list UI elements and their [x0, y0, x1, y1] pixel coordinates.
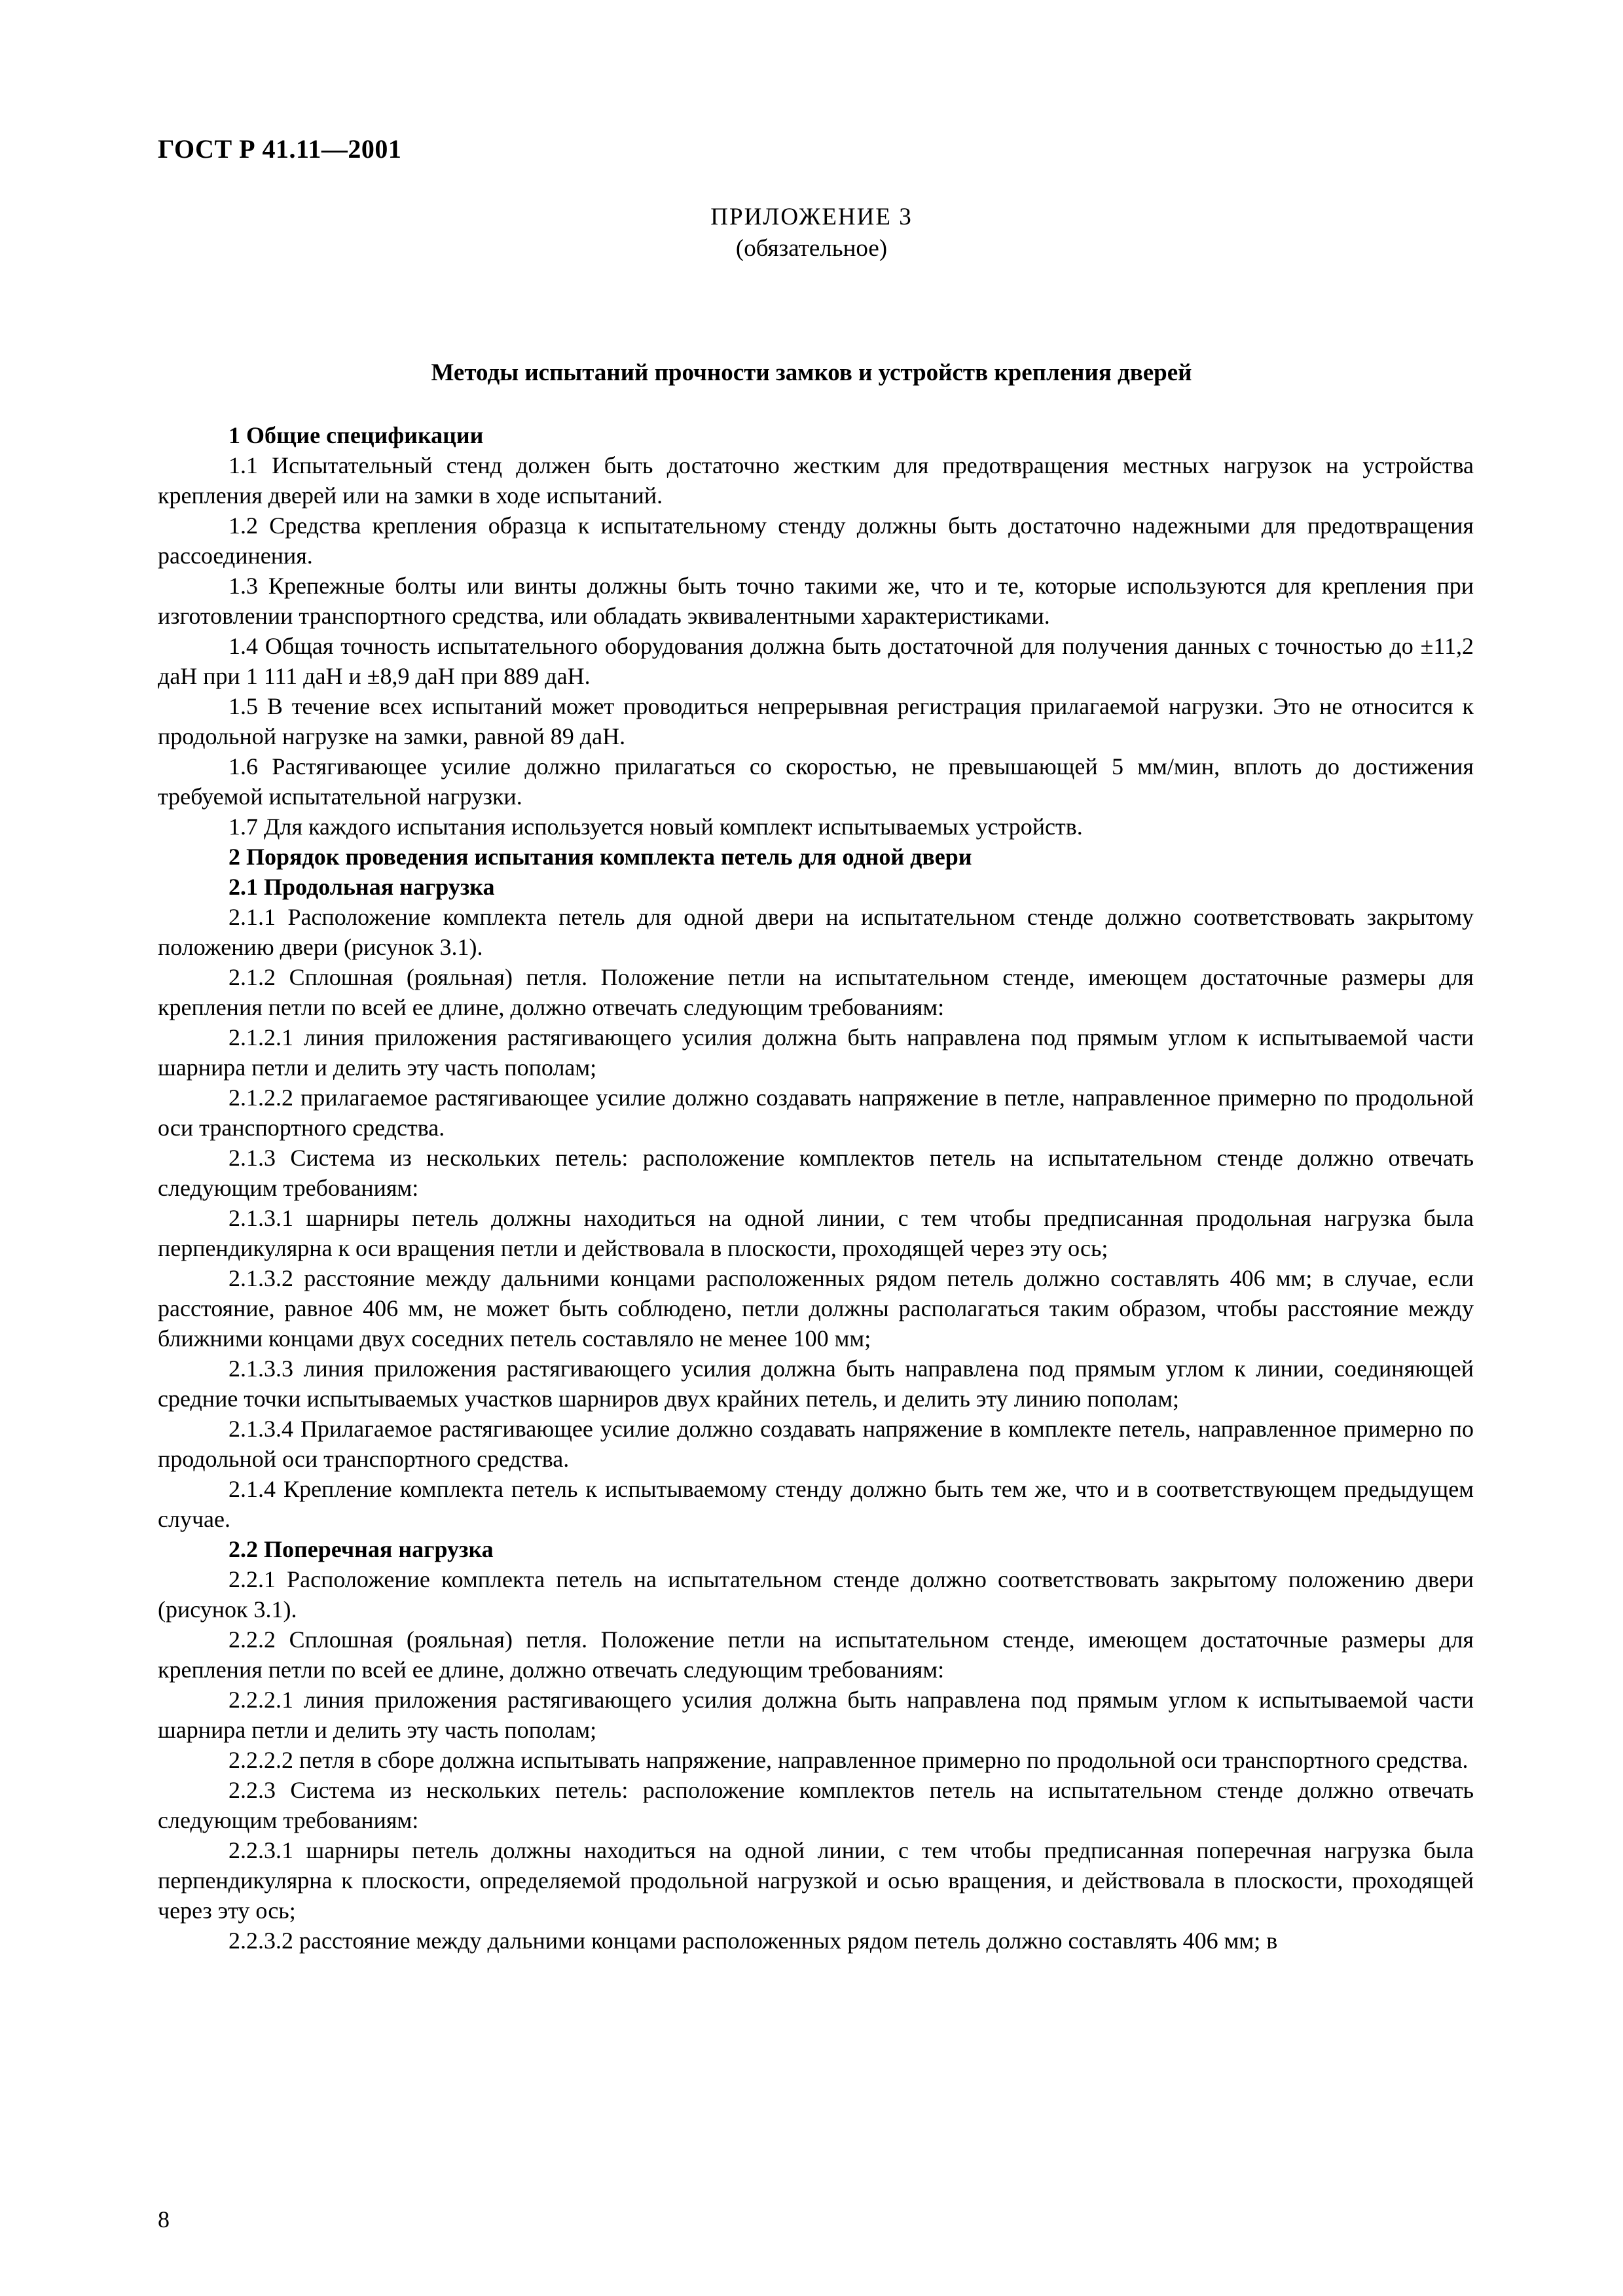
section-heading: 2 Порядок проведения испытания комплекта петель для одной двери: [228, 844, 972, 870]
body-text: [158, 420, 1474, 1956]
paragraph: 2.1.4 Крепление комплекта петель к испытываемому стенду должно быть тем же, что и в соответствующем предыдущем случае.: [158, 1476, 1474, 1532]
paragraph: 2.2.3 Система из нескольких петель: расположение комплектов петель на испытательном стенде должно отвечать следующим требованиям:: [158, 1777, 1474, 1833]
paragraph: 2.1.2 Сплошная (рояльная) петля. Положение петли на испытательном стенде, имеющем достаточные размеры для крепления петли по всей ее длине, должно отвечать следующим требованиям:: [158, 964, 1474, 1020]
paragraph: 2.1.3.2 расстояние между дальними концами расположенных рядом петель должно составлять 406 мм; в случае, если расстояние, равное 406 мм, не может быть соблюдено, петли должны располагаться таким образом, чтобы расстояние между ближними концами двух соседних петель составляло не менее 100 мм;: [158, 1265, 1474, 1352]
paragraph: 2.1.3.3 линия приложения растягивающего усилия должна быть направлена под прямым углом к линии, соединяющей средние точки испытываемых участков шарниров двух крайних петель, и делить эту линию пополам;: [158, 1355, 1474, 1412]
paragraph: 1.5 В течение всех испытаний может проводиться непрерывная регистрация прилагаемой нагрузки. Это не относится к продольной нагрузке на замки, равной 89 даН.: [158, 693, 1474, 749]
section-heading: 1 Общие спецификации: [228, 422, 484, 448]
document-title: Методы испытаний прочности замков и устройств крепления дверей: [431, 359, 1192, 386]
paragraph: 1.7 Для каждого испытания используется новый комплект испытываемых устройств.: [228, 814, 1083, 840]
paragraph: 2.2.2.1 линия приложения растягивающего усилия должна быть направлена под прямым углом к испытываемой части шарнира петли и делить эту часть пополам;: [158, 1687, 1474, 1743]
appendix-status: (обязательное): [735, 235, 888, 262]
paragraph: 2.1.3 Система из нескольких петель: расположение комплектов петель на испытательном стенде должно отвечать следующим требованиям:: [158, 1145, 1474, 1201]
paragraph: 1.2 Средства крепления образца к испытательному стенду должны быть достаточно надежными для предотвращения рассоединения.: [158, 512, 1474, 569]
paragraph: 1.1 Испытательный стенд должен быть достаточно жестким для предотвращения местных нагрузок на устройства крепления дверей или на замки в ходе испытаний.: [158, 452, 1474, 509]
section-heading: 2.2 Поперечная нагрузка: [228, 1536, 494, 1562]
paragraph: 1.3 Крепежные болты или винты должны быть точно такими же, что и те, которые используются для крепления при изготовлении транспортного средства, или обладать эквивалентными характеристиками.: [158, 573, 1474, 629]
paragraph: 2.2.3.1 шарниры петель должны находиться на одной линии, с тем чтобы предписанная поперечная нагрузка была перпендикулярна к плоскости, определяемой продольной нагрузкой и осью вращения, и действовала в плоскости, проходящей через эту ось;: [158, 1837, 1474, 1924]
paragraph: 2.2.2.2 петля в сборе должна испытывать напряжение, направленное примерно по продольной оси транспортного средства.: [228, 1747, 1468, 1773]
paragraph: 2.2.1 Расположение комплекта петель на испытательном стенде должно соответствовать закрытому положению двери (рисунок 3.1).: [158, 1566, 1474, 1623]
paragraph: 2.1.3.1 шарниры петель должны находиться на одной линии, с тем чтобы предписанная продольная нагрузка была перпендикулярна к оси вращения петли и действовала в плоскости, проходящей через эту ось;: [158, 1205, 1474, 1261]
appendix-title: ПРИЛОЖЕНИЕ 3: [710, 204, 913, 230]
paragraph: 1.6 Растягивающее усилие должно прилагаться со скоростью, не превышающей 5 мм/мин, вплоть до достижения требуемой испытательной нагрузки.: [158, 753, 1474, 810]
paragraph: 2.1.2.2 прилагаемое растягивающее усилие должно создавать напряжение в петле, направленное примерно по продольной оси транспортного средства.: [158, 1085, 1474, 1141]
paragraph: 2.1.1 Расположение комплекта петель для одной двери на испытательном стенде должно соответствовать закрытому положению двери (рисунок 3.1).: [158, 904, 1474, 960]
paragraph: 2.2.2 Сплошная (рояльная) петля. Положение петли на испытательном стенде, имеющем достаточные размеры для крепления петли по всей ее длине, должно отвечать следующим требованиям:: [158, 1626, 1474, 1683]
paragraph: 1.4 Общая точность испытательного оборудования должна быть достаточной для получения данных с точностью до ±11,2 даН при 1 111 даН и ±8,9 даН при 889 даН.: [158, 633, 1474, 689]
paragraph: 2.1.3.4 Прилагаемое растягивающее усилие должно создавать напряжение в комплекте петель, направленное примерно по продольной оси транспортного средства.: [158, 1416, 1474, 1472]
document-code: ГОСТ Р 41.11—2001: [158, 134, 402, 164]
paragraph: 2.2.3.2 расстояние между дальними концами расположенных рядом петель должно составлять 406 мм; в: [228, 1928, 1278, 1954]
section-heading: 2.1 Продольная нагрузка: [228, 874, 495, 900]
page-number: 8: [158, 2206, 170, 2233]
paragraph: 2.1.2.1 линия приложения растягивающего усилия должна быть направлена под прямым углом к испытываемой части шарнира петли и делить эту часть пополам;: [158, 1024, 1474, 1081]
